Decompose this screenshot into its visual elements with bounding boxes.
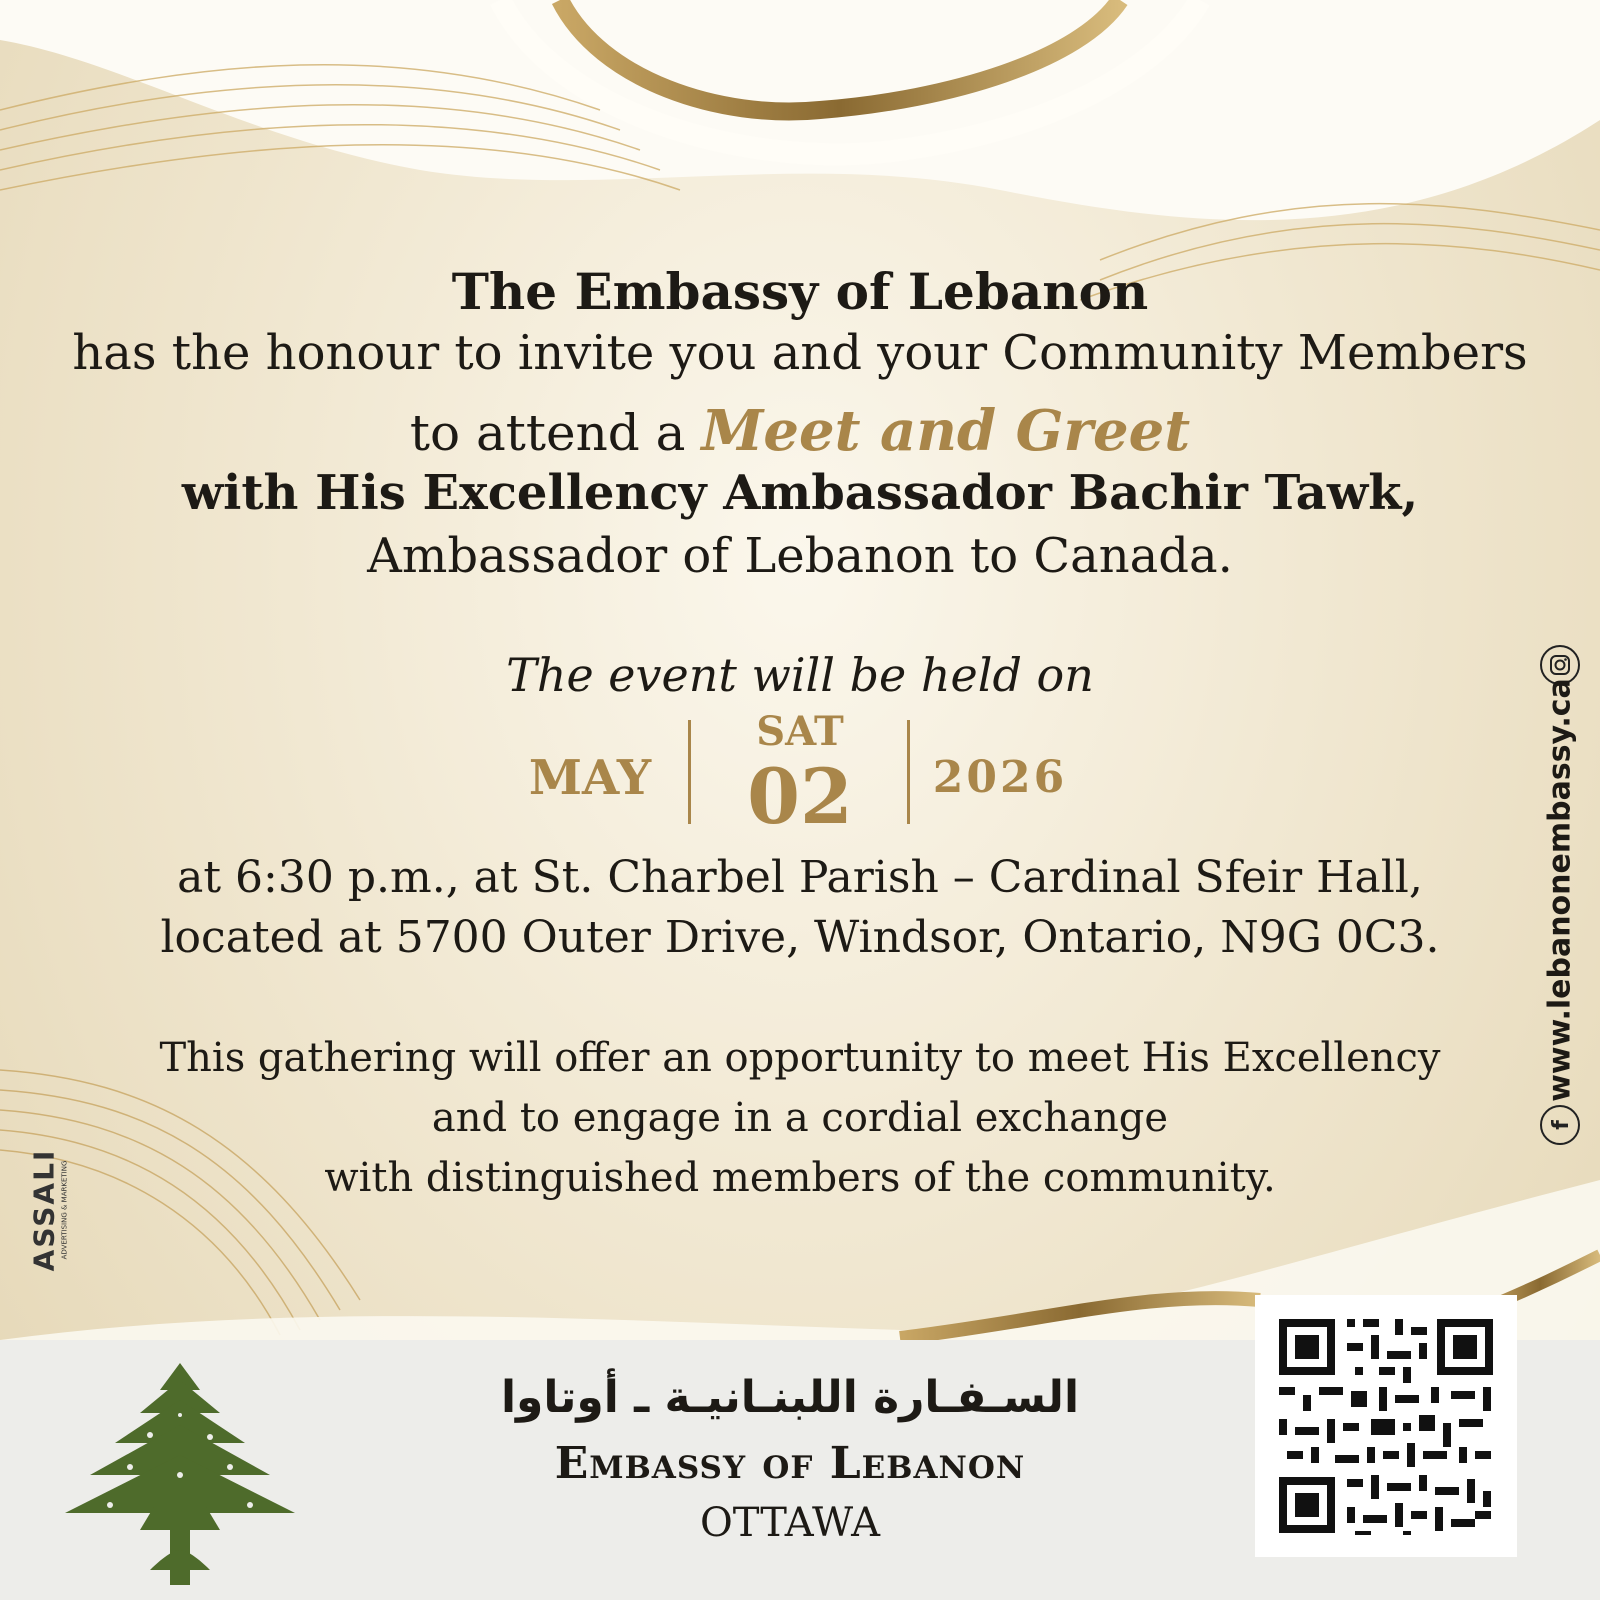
date-year: 2026 [932,752,1068,803]
event-title-line [0,398,1600,464]
embassy-arabic-name: السـفـارة اللبنـانيـة ـ أوتاوا [500,1372,1080,1423]
svg-text:f: f [1549,1120,1574,1130]
website-link[interactable]: www.lebanonembassy.ca [1542,678,1578,1102]
facebook-icon[interactable] [1540,1105,1580,1145]
date-month: MAY [528,750,652,806]
date-divider [907,720,910,824]
embassy-heading: The Embassy of Lebanon [451,262,1149,321]
agency-name: ASSALI [27,1148,61,1272]
description-line: This gathering will offer an opportunity to meet His Excellency [159,1035,1441,1081]
date-divider [688,720,691,824]
description-line: and to engage in a cordial exchange [431,1095,1169,1141]
date-day: 02 [747,752,853,841]
agency-logo [28,1149,69,1272]
address-line: located at 5700 Outer Drive, Windsor, Ontario, N9G 0C3. [160,912,1440,963]
embassy-city: OTTAWA [700,1500,880,1546]
invitation-line: has the honour to invite you and your Community Members [72,325,1528,381]
event-title-prefix: to attend a [409,404,702,462]
event-intro: The event will be held on [506,648,1094,702]
embassy-english-name: Embassy of Lebanon [554,1438,1026,1489]
agency-tagline: ADVERTISING & MARKETING [60,1160,69,1260]
description-line: with distinguished members of the community. [324,1155,1276,1201]
location-line: at 6:30 p.m., at St. Charbel Parish – Cardinal Sfeir Hall, [177,852,1423,903]
qr-code[interactable] [1255,1295,1517,1557]
event-title-highlight: Meet and Greet [701,398,1191,464]
qr-code-icon [1255,1295,1517,1557]
ambassador-line: with His Excellency Ambassador Bachir Tawk, [181,465,1419,521]
date-day-name: SAT [756,708,844,755]
cedar-tree-icon [50,1355,310,1585]
ambassador-title: Ambassador of Lebanon to Canada. [367,528,1233,584]
